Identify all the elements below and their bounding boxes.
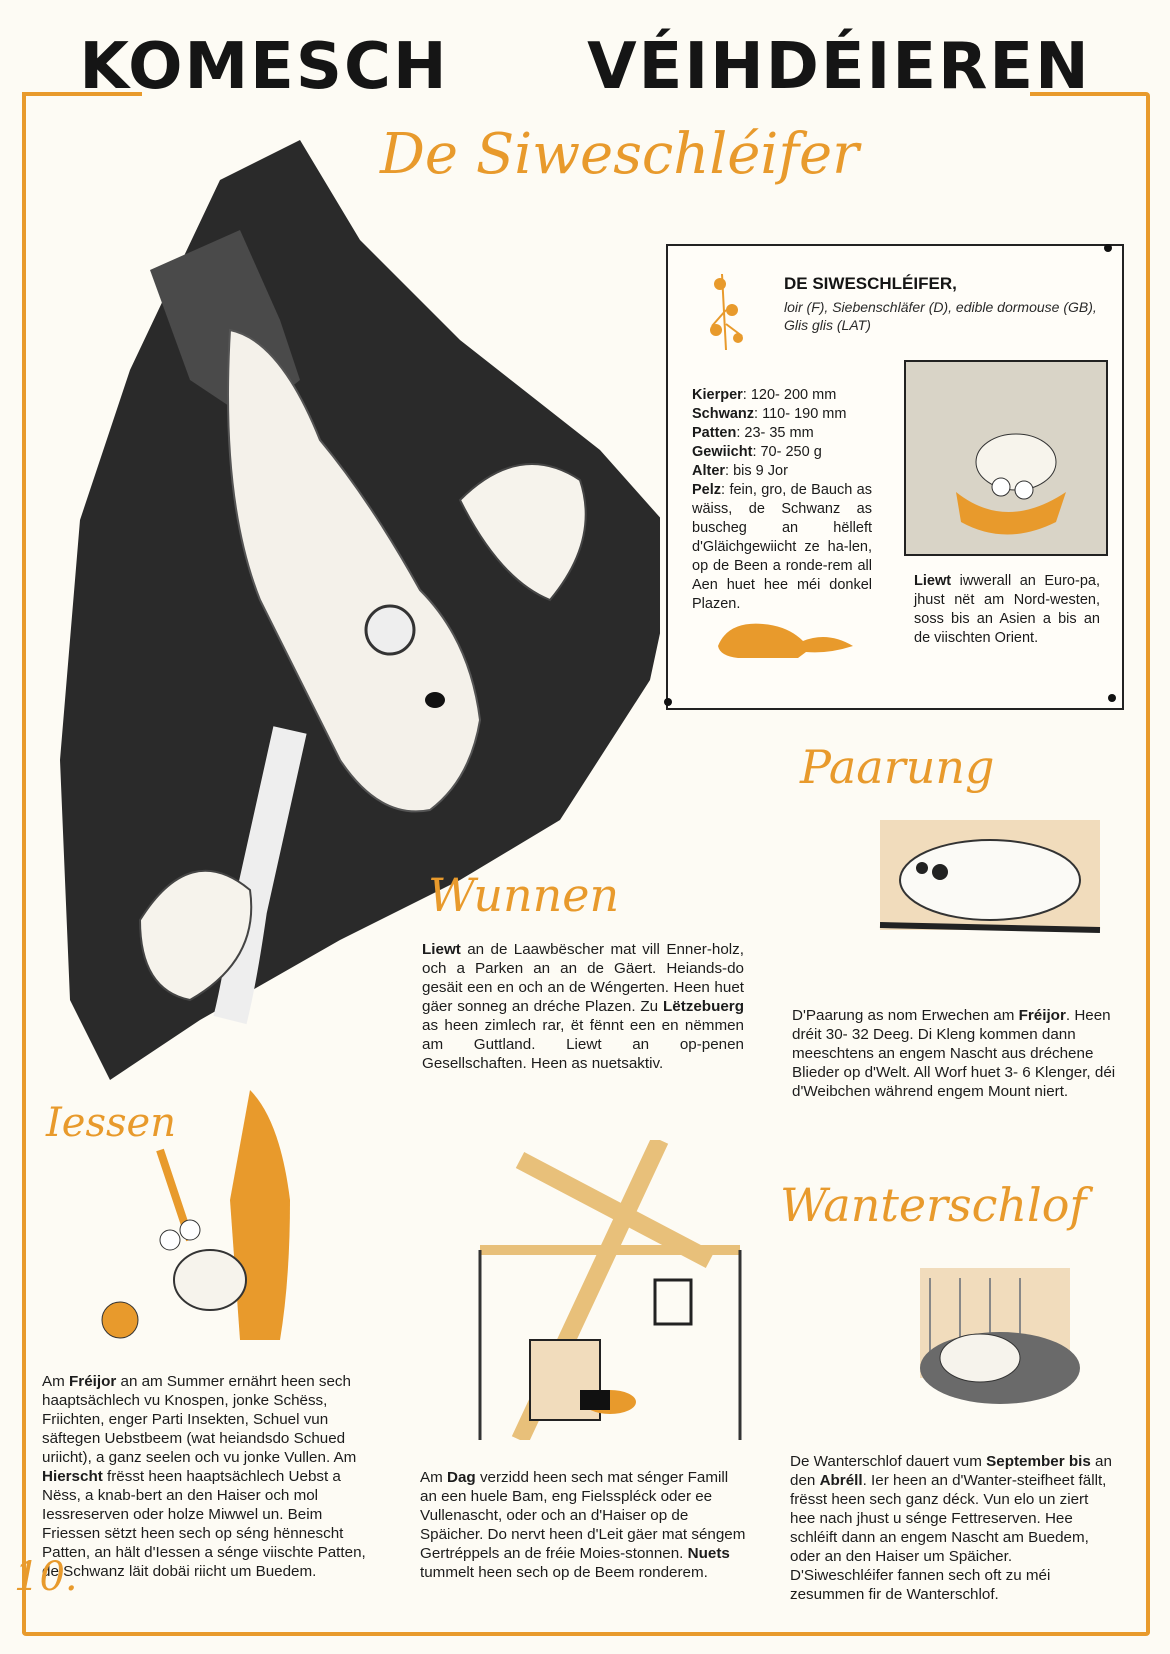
fact-row: Gewiicht: 70- 250 g — [692, 444, 822, 460]
card-common-names: loir (F), Siebenschläfer (D), edible dormouse (GB), Glis glis (LAT) — [784, 299, 1097, 333]
heading-iessen: Iessen — [46, 1100, 176, 1146]
fact-row: Schwanz: 110- 190 mm — [692, 406, 847, 422]
facts-list — [692, 386, 872, 614]
heading-paarung: Paarung — [800, 740, 995, 794]
card-pin — [664, 698, 672, 706]
iessen-text: Am Fréijor an am Summer ernährt heen sech haaptsächlech vu Knospen, jonke Schëss, Friichten, enger Parti Insekten, Schuel vun säftegen Uebstbeem (wat heiandsdo Schued uriicht), a ganz seelen och vu jonke Vullen. Am Hierscht frësst heen haaptsächlech Uebst a Nëss, a knab-bert an den Haiser och mol Iessreserven oder holze Miwwel un. Beim Friessen sëtzt heen sech op séng hënnescht Patten, an hält d'Iessen a sénge viischte Patten, de Schwanz läit dobäi riicht um Buedem. — [42, 1373, 366, 1580]
subtitle: De Siweschléifer — [380, 122, 859, 187]
dormouse-illustration — [40, 120, 660, 1080]
fact-row: Pelz: fein, gro, de Bauch as wäiss, de Schwanz as buscheg an hëlleft d'Gläichgewiicht ze ha-len, op de Been a ronde-rem all Aen huet hee méi donkel Plazen. — [692, 482, 872, 612]
iessen-illustration — [100, 1080, 340, 1350]
distribution-text: Liewt iwwerall an Euro-pa, jhust nët am Nord-westen, soss bis an Asien a bis an de viischten Orient. — [914, 573, 1100, 646]
species-info-card — [666, 244, 1124, 710]
card-title: DE SIWESCHLÉIFER, — [784, 274, 957, 293]
title-word-2: VÉIHDÉIEREN — [587, 30, 1091, 104]
wanterschlof-text: De Wanterschlof dauert vum September bis an den Abréll. Ier heen an d'Wanter-steifheet fällt, frësst heen sech ganz déck. Vun elo un ziert hee nach jhust u sénge Fettreserven. Hee schléift dann an engem Nascht am Buedem, oder an den Haiser um Späicher. D'Siweschléifer fannen sech oft zu méi zesummen fir de Wanterschlof. — [790, 1453, 1112, 1603]
dormouse-eye — [425, 692, 445, 708]
paarung-text: D'Paarung as nom Erwechen am Fréijor. Heen dréit 30- 32 Deeg. Di Kleng kommen dann meeschtens an engem Nascht aus dréchene Blieder op d'Welt. All Worf huet 3- 6 Klenger, déi d'Weibchen während engem Mount niert. — [792, 1007, 1116, 1100]
attic-illustration — [460, 1140, 750, 1440]
fact-row: Alter: bis 9 Jor — [692, 463, 788, 479]
dormouse-silhouette-icon — [708, 606, 858, 666]
paarung-illustration — [860, 810, 1110, 950]
flower-icon — [692, 264, 762, 354]
fact-row: Patten: 23- 35 mm — [692, 425, 814, 441]
heading-wanterschlof: Wanterschlof — [780, 1178, 1087, 1232]
dag-text: Am Dag verzidd heen sech mat sénger Famill an een huele Bam, eng Fielsspléck oder ee Vullenascht, oder och an d'Haiser op de Späicher. Do nervt heen d'Leit gäer mat séngem Gertréppels an de fréie Moies-stonnen. Nuets tummelt heen sech op de Beem ronderem. — [420, 1469, 746, 1581]
fact-row: Kierper: 120- 200 mm — [692, 387, 837, 403]
card-pin — [1108, 694, 1116, 702]
title-word-1: KOMESCH — [79, 30, 449, 104]
card-pin — [1104, 244, 1112, 252]
hibernation-illustration — [900, 1258, 1100, 1418]
page-number: 10. — [14, 1554, 78, 1600]
nest-illustration — [904, 360, 1108, 556]
wunnen-text: Liewt an de Laawbëscher mat vill Enner-holz, och a Parken an an de Gäert. Heiands-do gesäit een en och an de Wéngerten. Heen huet gäer sonneg an dréche Plazen. Zu Lëtzebuerg as heen zimlech rar, ët fënnt een en nëmmen am Guttland. Liewt an op-penen Gesellschaften. Heen as nuetsaktiv. — [422, 941, 744, 1072]
dormouse-ear — [366, 606, 414, 654]
heading-wunnen: Wunnen — [428, 868, 620, 922]
page-title — [0, 30, 1170, 104]
